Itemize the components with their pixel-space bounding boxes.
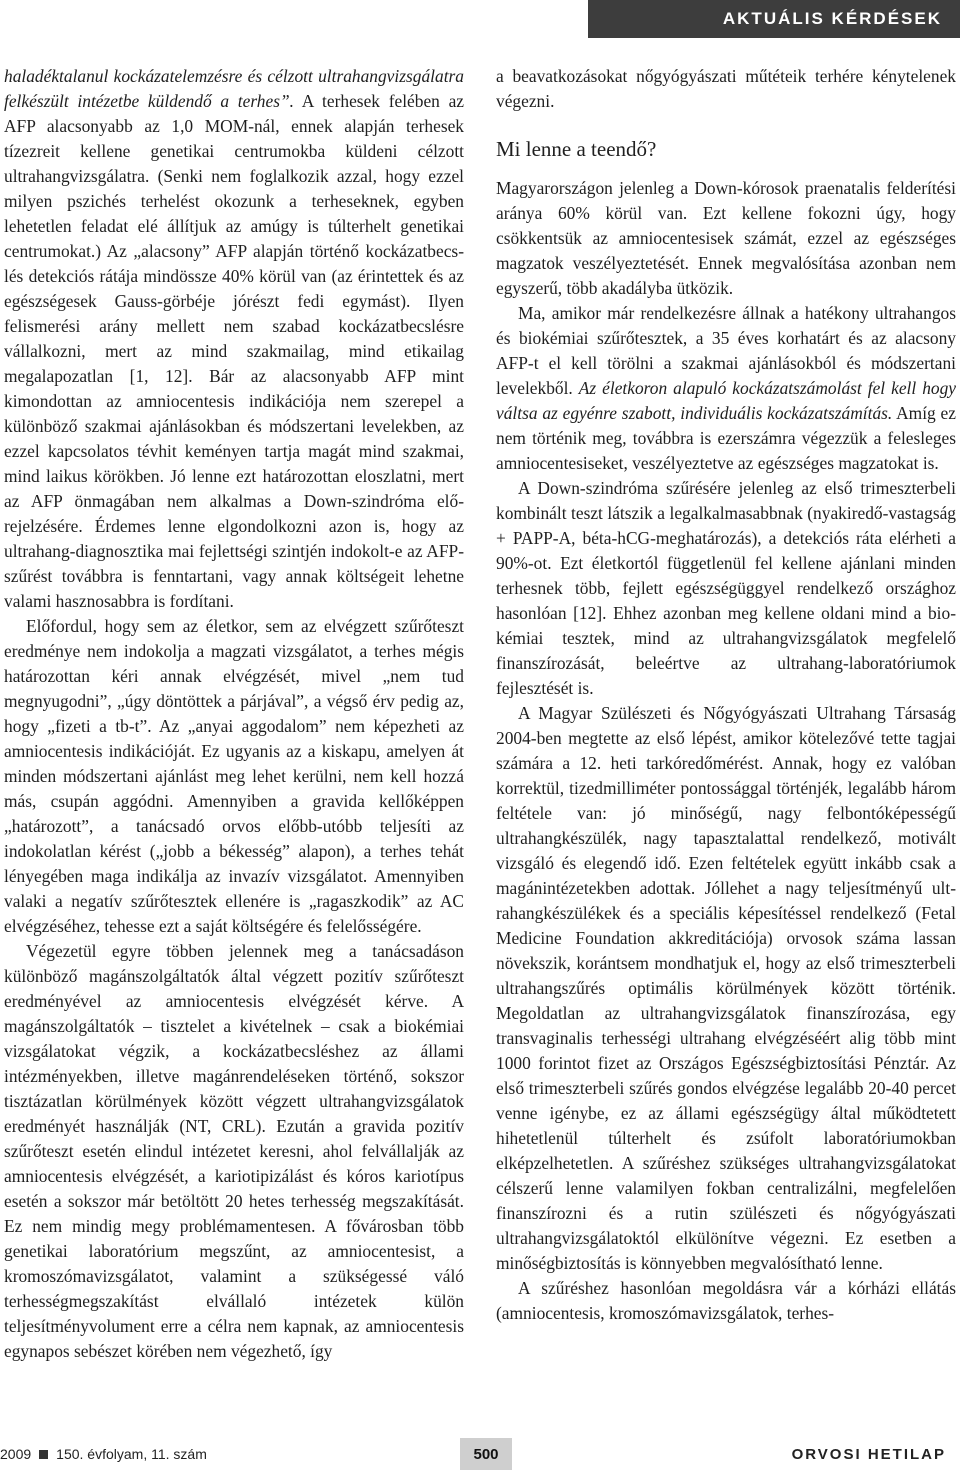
right-paragraph-4: A Magyar Szülészeti és Nőgyógyászati Ultrahang Társaság 2004-ben megtette az első lépést, amikor kötelezővé tette tagjai számára a 12. heti tarkóredőmérést. Annak, hogy ez valóban korrektül, tizedmilliméter pontossággal történjék, legalább három feltétele van: jó minőségű, nagy felbontóképességű ultrahangkészülék, nagy tapasztalattal rendelkező, motivált vizsgáló és elegendő idő. Ezen feltételek együtt inkább csak a magánintézetekben adottak. Jóllehet a nagy teljesítményű ultrahangkészülékek és a speciális képesítéssel rendelkező (Fetal Medicine Foundation akkreditációja) orvosok száma lassan növekszik, korántsem mondhatjuk el, hogy az első trimeszterbeli ultrahangszűrés optimális körülmények között történik. Megoldatlan az ultrahangvizsgálatok finanszírozása, egy transvaginalis terhességi ultrahang elvégzéséért alig több mint 1000 forintot fizet az Országos Egészségbiztosítási Pénztár. Az első trimeszterbeli szűrés gondos elvégzése legalább 20-40 percet venne igénybe, ez az állami egészségügy által működtetett hihetetlenül túlterhelt és zsúfolt laboratóriumokban elképzelhetetlen. A szűréshez szükséges ultrahangvizsgálatokat célszerű lenne valamilyen fokban centralizálni, megfelelően finanszírozni és a rutin szülészeti és nőgyógyászati ultrahangvizsgálatoktól elkülönítve végezni. Ez esetben a minőségbiztosítás is könnyebben megvalósítható lenne.	[496, 703, 956, 1273]
section-heading: Mi lenne a teendő?	[496, 137, 657, 161]
footer	[0, 1438, 960, 1470]
right-paragraph-5: A szűréshez hasonlóan megoldásra vár a kórházi ellátás (amniocentesis, kromoszómavizsgálatok, terhes-	[496, 1278, 956, 1323]
right-paragraph-2-end: Amíg ez nem történik meg, továbbra is ezerszámra végezzük a felesleges amniocentesiseket, veszélyeztetve az egészséges magzatokat is.	[496, 403, 956, 473]
left-paragraph-1-text: A terhesek felében az AFP alacsonyabb az 1,0 MOM-nál, ennek alapján terhesek tízezreit kellene genetikai centrumokba küldeni célzott ultrahangvizsgálatra. (Senki nem foglalkozik azzal, hogy ezzel milyen pszichés terhelést okozunk a terheseknek, egyben lehetetlen feladat elé állítjuk az amúgy is túlterhelt genetikai centrumokat.) Az „alacsony” AFP alapján történő kockázatbecslés detekciós rátája mindössze 40% körül van (az érintettek és az egészségesek Gauss-görbéje jórészt fedi egymást). Ilyen felismerési arány mellett nem szabad kockázatbecslésre vállalkozni, mert az mind szakmailag, mind etikailag megalapozatlan [1, 12]. Bár az alacsonyabb AFP mint kimondottan az amniocentesis indikációja nem szerepel a különböző szakmai ajánlásokban és módszertani levelekben, az ezzel kapcsolatos tévhit keményen tartja magát mind szakmai, mind laikus körökben. Jó lenne ezt határozottan eloszlatni, mert az AFP önmagában nem alkalmas a Down-szindróma előrejelzésére. Érdemes lenne elgondolkozni azon is, hogy az ultrahang-diagnosztika mai fejlettségi szintjén indokolt-e az AFP-szűrést továbbra is fenntartani, vagy annak költségeit lehetne valami hasznosabbra is fordítani.	[4, 91, 465, 611]
right-paragraph-1: Magyarországon jelenleg a Down-kórosok praenatalis felderítési aránya 60% körül van. Ezt kellene fokozni úgy, hogy csökkentsük az amniocentesisek számát, ezzel az egészséges magzatok veszélyeztetését. Ennek megvalósítása azonban nem egyszerű, több akadályba ütközik.	[496, 178, 956, 298]
right-column	[496, 64, 956, 1326]
right-paragraph-2-italic: Az életkoron alapuló kockázatszámolást fel kell hogy váltsa az egyénre szabott, individuális kockázatszámítás.	[496, 378, 956, 423]
left-paragraph-2: Előfordul, hogy sem az életkor, sem az elvégzett szűrőteszt eredménye nem indokolja a magzati vizsgálatot, a terhes mégis határozottan kéri annak elvégzését, mivel „nem tud megnyugodni”, „úgy döntöttek a párjával”, a végső érv pedig az, hogy „fizeti a tb-t”. Az „anyai aggodalom” nem képezheti az amniocentesis indikációját. Ez ugyanis az a kiskapu, amelyen át minden módszertani ajánlást meg lehet kerülni, nem kell hozzá más, csupán aggódni. Amennyiben a gravida kellőképpen „határozott”, a tanácsadó orvos előbb-utóbb teljesíti az indokolatlan kérést („jobb a békesség” alapon), a terhes tehát lényegében maga indikálja az invazív vizsgálatot. Amennyiben valaki a negatív szűrőtesztek ellenére is „ragaszkodik” az AC elvégzéséhez, tehesse ezt a saját költségére és felelősségére.	[4, 616, 464, 936]
right-paragraph-3: A Down-szindróma szűrésére jelenleg az első trimeszterbeli kombinált teszt látszik a legalkalmasabbnak (nyakiredő-vastagság + PAPP-A, béta-hCG-meghatározás), a detekciós ráta elérheti a 90%-ot. Ezt életkortól függetlenül fel kellene ajánlani minden terhesnek több, fejlett egészségüggyel rendelkező országhoz hasonlóan [12]. Ehhez azonban meg kellene oldani mind a biokémiai tesztek, mind az ultrahangvizsgálatok megfelelő finanszírozását, beleértve az ultrahang-laboratóriumok fejlesztését is.	[496, 478, 956, 698]
footer-year: 2009	[0, 1446, 32, 1462]
left-paragraph-3: Végezetül egyre többen jelennek meg a tanácsadáson különböző magánszolgáltatók által végzett pozitív szűrőteszt eredményével az amniocentesis elvégzését kérve. A magánszolgáltatók – tisztelet a kivételnek – csak a biokémiai vizsgálatokat végzik, a kockázatbecsléshez az állami intézményekben, illetve magánrendeléseken történő, sokszor tisztázatlan körülmények között végzett ultrahangvizsgálatok eredményét használják (NT, CRL). Ezután a gravida pozitív szűrőteszt esetén elindul intézetet keresni, ahol felvállalják az amniocentesis elvégzését, a kariotipizálást és kóros kariotípus esetén a sokszor már betöltött 20 hetes terhesség megszakítását. Ez nem mindig megy problémamentesen. A fővárosban több genetikai laboratórium megszűnt, az amniocentesist, a kromoszómavizsgálatot, valamint a szükségessé váló terhességmegszakítást elvállaló intézetek külön teljesítményvolument erre a célra nem kapnak, az amniocentesis egynapos sebészet körében nem végezhető, így	[4, 941, 464, 1361]
left-column	[4, 64, 464, 1364]
footer-issue-info	[0, 1438, 207, 1470]
header-bar	[0, 0, 960, 38]
footer-issue: 150. évfolyam, 11. szám	[56, 1446, 207, 1462]
right-paragraph-2-start: Ma, amikor már rendelkezésre állnak a hatékony ultrahangos és biokémiai szűrőtesztek, a 35 éves korhatárt és az alacsony AFP-t el kell törölni a szakmai ajánlásokból és módszertani levelekből.	[496, 303, 956, 398]
left-paragraph-1-italic: haladéktalanul kockázatelemzésre és célzott ultrahangvizsgálatra felkészült intézetbe küldendő a terhes”.	[4, 66, 464, 111]
right-paragraph-0: a beavatkozásokat nőgyógyászati műtéteik terhére kénytelenek végezni.	[496, 66, 956, 111]
section-tab	[588, 0, 960, 38]
left-paragraph-1	[4, 64, 464, 614]
right-paragraph-2	[496, 301, 956, 476]
page-number: 500	[460, 1438, 512, 1470]
section-title: AKTUÁLIS KÉRDÉSEK	[722, 9, 942, 28]
journal-name: ORVOSI HETILAP	[791, 1445, 946, 1463]
square-bullet-icon	[39, 1450, 48, 1459]
